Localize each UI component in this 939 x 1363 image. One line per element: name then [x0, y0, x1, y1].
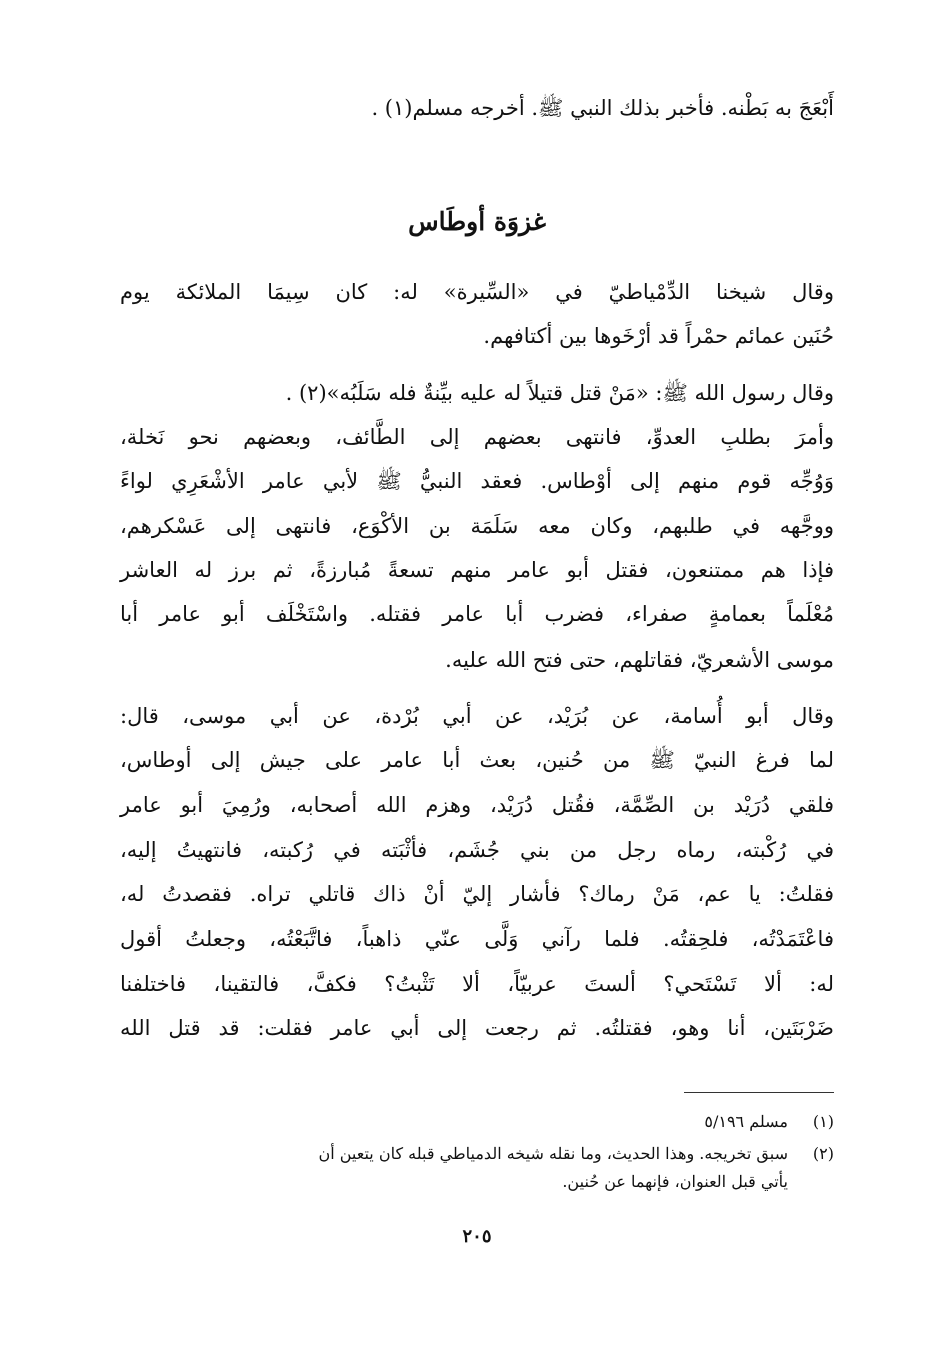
footnote-1	[704, 1108, 834, 1136]
footnote-text: سبق تخريجه. وهذا الحديث، وما نقله شيخه الدمياطي قبله كان يتعين أن	[318, 1144, 788, 1163]
text-line: في رُكْبته، رماه رجل من بني جُشَم، فأثْبَته في رُكبته، فانتهيتُ إليه،	[120, 838, 834, 862]
text-line: ووجَّهه في طلبهم، وكان معه سَلَمَة بن الأكْوَع، فانتهى إلى عَسْكرهم،	[120, 514, 834, 538]
text-line: فإذا هم ممتنعون، فقتل أبو عامر منهم تسعةً مُبارزةً، ثم برز له العاشر	[120, 558, 834, 582]
text-line: فقلتُ: يا عم، مَنْ رماك؟ فأشار إليّ أنْ ذاك قاتلي تراه. فقصدتُ له،	[120, 882, 834, 906]
top-line: أَبْعَجَ به بَطْنه. فأخبر بذلك النبي ﷺ. أخرجه مسلم(١) .	[371, 96, 834, 120]
text-line: وأمرَ بطلبِ العدوِّ، فانتهى بعضهم إلى الطَّائف، وبعضهم نحو نَخلة،	[120, 425, 834, 449]
text-line: وقال شيخنا الدِّمْياطيّ في «السِّيرة» له: كان سِيمَا الملائكة يوم	[120, 280, 834, 304]
text-line: لما فرغ النبيّ ﷺ من حُنين، بعث أبا عامر على جيش إلى أوطاس،	[120, 748, 834, 772]
book-page	[120, 88, 834, 1328]
footnote-number: (٢)	[812, 1144, 834, 1163]
text-line: فلقي دُرَيْد بن الصِّمَّة، فقُتل دُرَيْد، وهزم الله أصحابه، ورُمِيَ أبو عامر	[120, 793, 834, 817]
text-line: ضَرْبَتَين، أنا وهو، فقتلتُه. ثم رجعت إلى أبي عامر فقلت: قد قتل الله	[120, 1016, 834, 1040]
page-number: ٢٠٥	[462, 1226, 492, 1247]
footnote-2	[318, 1140, 834, 1168]
text-line: فاعْتَمَدْتُه، فلحِقتُه. فلما رآني وَلَّى عنّي ذاهباً، فاتَّبَعْتُه، وجعلتُ أقول	[120, 927, 834, 951]
text-line: وقال رسول الله ﷺ: «مَنْ قتل قتيلاً له عليه بيِّنةٌ فله سَلَبُه»(٢) .	[285, 381, 834, 405]
footnote-number: (١)	[812, 1112, 834, 1131]
text-line: حُنَين عمائم حمْراً قد أرْخَوها بين أكتافهم.	[483, 324, 834, 348]
text-line: له: ألا تَسْتَحي؟ ألستَ عربيّاً، ألا تَثْبتُ؟ فكفَّ، فالتقينا، فاختلفنا	[120, 972, 834, 996]
footnote-divider	[684, 1092, 834, 1093]
text-line: موسى الأشعريّ، فقاتلهم، حتى فتح الله عليه.	[445, 648, 834, 672]
text-line: مُعْلَماً بعمامةٍ صفراء، فضرب أبا عامر فقتله. واسْتَخْلَف أبو عامر أبا	[120, 602, 834, 626]
text-line: وقال أبو أُسامة، عن بُرَيْد، عن أبي بُرْدة، عن أبي موسى، قال:	[120, 704, 834, 728]
text-line: وَوُجِّه قوم منهم إلى أوْطاس. فعقد النبيُّ ﷺ لأبي عامر الأشْعَرِي لواءً	[120, 469, 834, 493]
section-heading: غزوَة أوطَاس	[408, 207, 546, 236]
footnote-2-continuation: يأتي قبل العنوان، فإنهما عن حُنين.	[562, 1172, 788, 1191]
footnote-text: مسلم ٥/١٩٦	[704, 1112, 788, 1131]
